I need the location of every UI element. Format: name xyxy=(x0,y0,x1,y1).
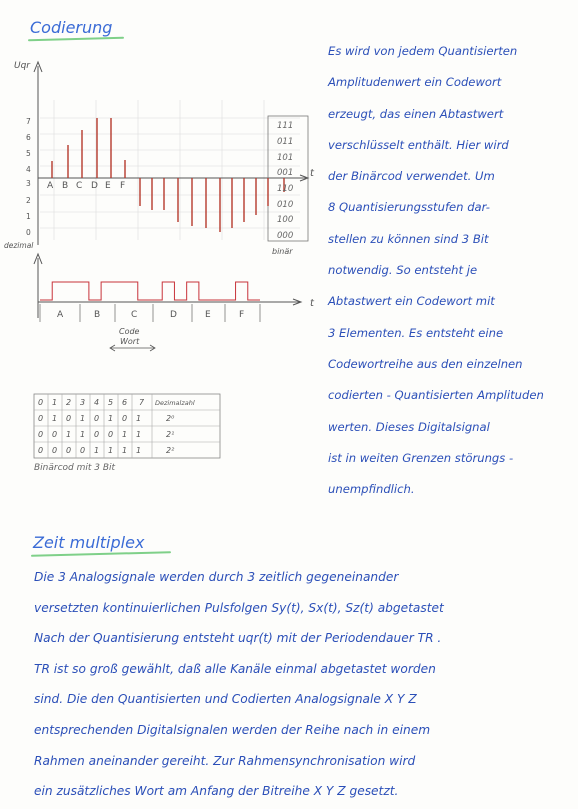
table-bit-cell: 1 xyxy=(136,446,142,455)
table-bit-cell: 0 xyxy=(122,414,128,423)
paragraph-line: erzeugt, das einen Abtastwert xyxy=(328,106,504,121)
table-bit-cell: 1 xyxy=(136,414,142,423)
table-bit-cell: 1 xyxy=(108,414,114,423)
segment-label: A xyxy=(57,310,64,320)
right-axis-caption: binär xyxy=(272,247,293,256)
decimal-level: 6 xyxy=(26,133,31,142)
segment-label: B xyxy=(94,310,101,320)
table-bit-cell: 1 xyxy=(122,430,128,439)
table-bit-cell: 1 xyxy=(66,430,72,439)
segment-label: F xyxy=(239,310,245,320)
bitstream-waveform xyxy=(40,282,260,300)
sample-label: A xyxy=(47,181,54,191)
section-title-zeitmultiplex: Zeit multiplex xyxy=(33,533,145,552)
table-bit-cell: 1 xyxy=(108,446,114,455)
sample-label: F xyxy=(120,181,126,191)
decimal-level: 7 xyxy=(26,117,31,126)
decimal-level: 1 xyxy=(26,212,31,221)
table-header-cell: 6 xyxy=(122,398,128,407)
table-bit-cell: 0 xyxy=(52,446,58,455)
segment-labels xyxy=(57,310,244,320)
table-bit-cell: 1 xyxy=(136,430,142,439)
table-header-cell: 2 xyxy=(66,398,72,407)
table-bit-cell: 1 xyxy=(52,414,58,423)
decimal-level: 3 xyxy=(26,179,31,188)
table-caption: Binärcod mit 3 Bit xyxy=(34,463,116,473)
table-bit-cell: 0 xyxy=(94,414,100,423)
codeword-caption-line2: Wort xyxy=(120,337,140,346)
binary-code: 110 xyxy=(277,184,294,194)
binary-code: 000 xyxy=(277,231,294,241)
binary-table xyxy=(34,394,220,473)
paragraph-line: TR ist so groß gewählt, daß alle Kanäle einmal abgetastet worden xyxy=(34,661,436,676)
sample-letter-labels xyxy=(47,181,125,191)
paragraph-line: stellen zu können sind 3 Bit xyxy=(328,231,489,246)
table-bit-cell: 0 xyxy=(52,430,58,439)
paragraph-line: entsprechenden Digitalsignalen werden der Reihe nach in einem xyxy=(34,722,431,737)
table-weight-cell: 2¹ xyxy=(166,430,175,439)
table-header-cell: 3 xyxy=(80,398,86,407)
decimal-level: 4 xyxy=(26,165,31,174)
decimal-level-labels xyxy=(26,117,31,237)
paragraph-line: Amplitudenwert ein Codewort xyxy=(328,75,502,90)
table-bit-cell: 1 xyxy=(94,446,100,455)
paragraph-line: Es wird von jedem Quantisierten xyxy=(328,44,518,58)
table-bit-cell: 1 xyxy=(80,430,86,439)
y-axis-label: Uqr xyxy=(14,61,31,71)
codierung-paragraph xyxy=(328,36,576,505)
table-bit-cell: 0 xyxy=(38,446,44,455)
segment-label: C xyxy=(131,310,138,320)
table-bit-cell: 0 xyxy=(38,414,44,423)
binary-code-labels xyxy=(277,121,293,241)
table-bit-cell: 0 xyxy=(38,430,44,439)
table-bit-cell: 1 xyxy=(122,446,128,455)
sample-label: D xyxy=(91,181,98,191)
decimal-level: 2 xyxy=(26,196,31,205)
paragraph-line: ist in weiten Grenzen störungs - xyxy=(328,450,514,465)
sample-label: B xyxy=(62,181,69,191)
paragraph-line: Codewortreihe aus den einzelnen xyxy=(328,356,523,371)
table-bit-cell: 0 xyxy=(94,430,100,439)
diagram-grid xyxy=(40,100,300,240)
paragraph-line: 8 Quantisierungsstufen dar- xyxy=(328,200,490,215)
paragraph-line: Abtastwert ein Codewort mit xyxy=(328,294,495,309)
paragraph-line: Rahmen aneinander gereiht. Zur Rahmensynchronisation wird xyxy=(34,753,416,768)
positive-samples xyxy=(52,118,125,178)
binary-code: 011 xyxy=(277,137,294,147)
sample-label: C xyxy=(76,181,83,191)
paragraph-line: notwendig. So entsteht je xyxy=(328,263,478,278)
segment-label: D xyxy=(170,310,177,320)
paragraph-line: versetzten kontinuierlichen Pulsfolgen Sy(t), Sx(t), Sz(t) abgetastet xyxy=(34,600,444,615)
table-header-cell: 4 xyxy=(94,398,100,407)
table-header-cell: Dezimalzahl xyxy=(155,399,195,407)
section-title-codierung: Codierung xyxy=(30,18,113,37)
negative-samples xyxy=(140,178,284,232)
left-axis-caption: dezimal xyxy=(4,241,34,250)
table-header-cell: 7 xyxy=(139,398,145,407)
paragraph-line: Nach der Quantisierung entsteht uqr(t) mit der Periodendauer TR . xyxy=(34,631,442,646)
table-weight-cell: 2² xyxy=(166,446,175,455)
zeitmultiplex-paragraph xyxy=(34,562,574,807)
paragraph-line: verschlüsselt enthält. Hier wird xyxy=(328,137,509,152)
table-bit-cell: 0 xyxy=(108,430,114,439)
paragraph-line: ein zusätzliches Wort am Anfang der Bitreihe X Y Z gesetzt. xyxy=(34,784,399,799)
table-bit-cell: 1 xyxy=(80,414,86,423)
paragraph-line: sind. Die den Quantisierten und Codierten Analogsignale X Y Z xyxy=(34,692,417,707)
sample-label: E xyxy=(105,181,111,191)
binary-code: 100 xyxy=(277,215,294,225)
paragraph-line: unempfindlich. xyxy=(328,482,415,497)
codeword-caption-line1: Code xyxy=(119,327,140,336)
paragraph-line: werten. Dieses Digitalsignal xyxy=(328,419,490,434)
binary-code: 101 xyxy=(277,153,294,163)
paragraph-line: 3 Elementen. Es entsteht eine xyxy=(328,325,504,340)
table-weight-cell: 2⁰ xyxy=(166,414,175,423)
bitstream-x-axis-label: t xyxy=(310,298,314,309)
table-bit-cell: 0 xyxy=(66,446,72,455)
paragraph-line: codierten - Quantisierten Amplituden xyxy=(328,388,544,403)
segment-label: E xyxy=(205,310,211,320)
table-header-cell: 1 xyxy=(52,398,58,407)
paragraph-line: der Binärcod verwendet. Um xyxy=(328,169,495,184)
binary-code: 001 xyxy=(277,168,294,178)
x-axis-label: t xyxy=(310,168,314,179)
table-bit-cell: 0 xyxy=(80,446,86,455)
decimal-level: 0 xyxy=(26,228,31,237)
paragraph-line: Die 3 Analogsignale werden durch 3 zeitlich gegeneinander xyxy=(34,570,399,584)
segment-dividers xyxy=(40,304,260,322)
table-header-cell: 0 xyxy=(38,398,44,407)
binary-code: 111 xyxy=(277,121,294,131)
binary-code: 010 xyxy=(277,200,294,210)
decimal-level: 5 xyxy=(26,149,31,158)
table-bit-cell: 0 xyxy=(66,414,72,423)
table-header-cell: 5 xyxy=(108,398,114,407)
